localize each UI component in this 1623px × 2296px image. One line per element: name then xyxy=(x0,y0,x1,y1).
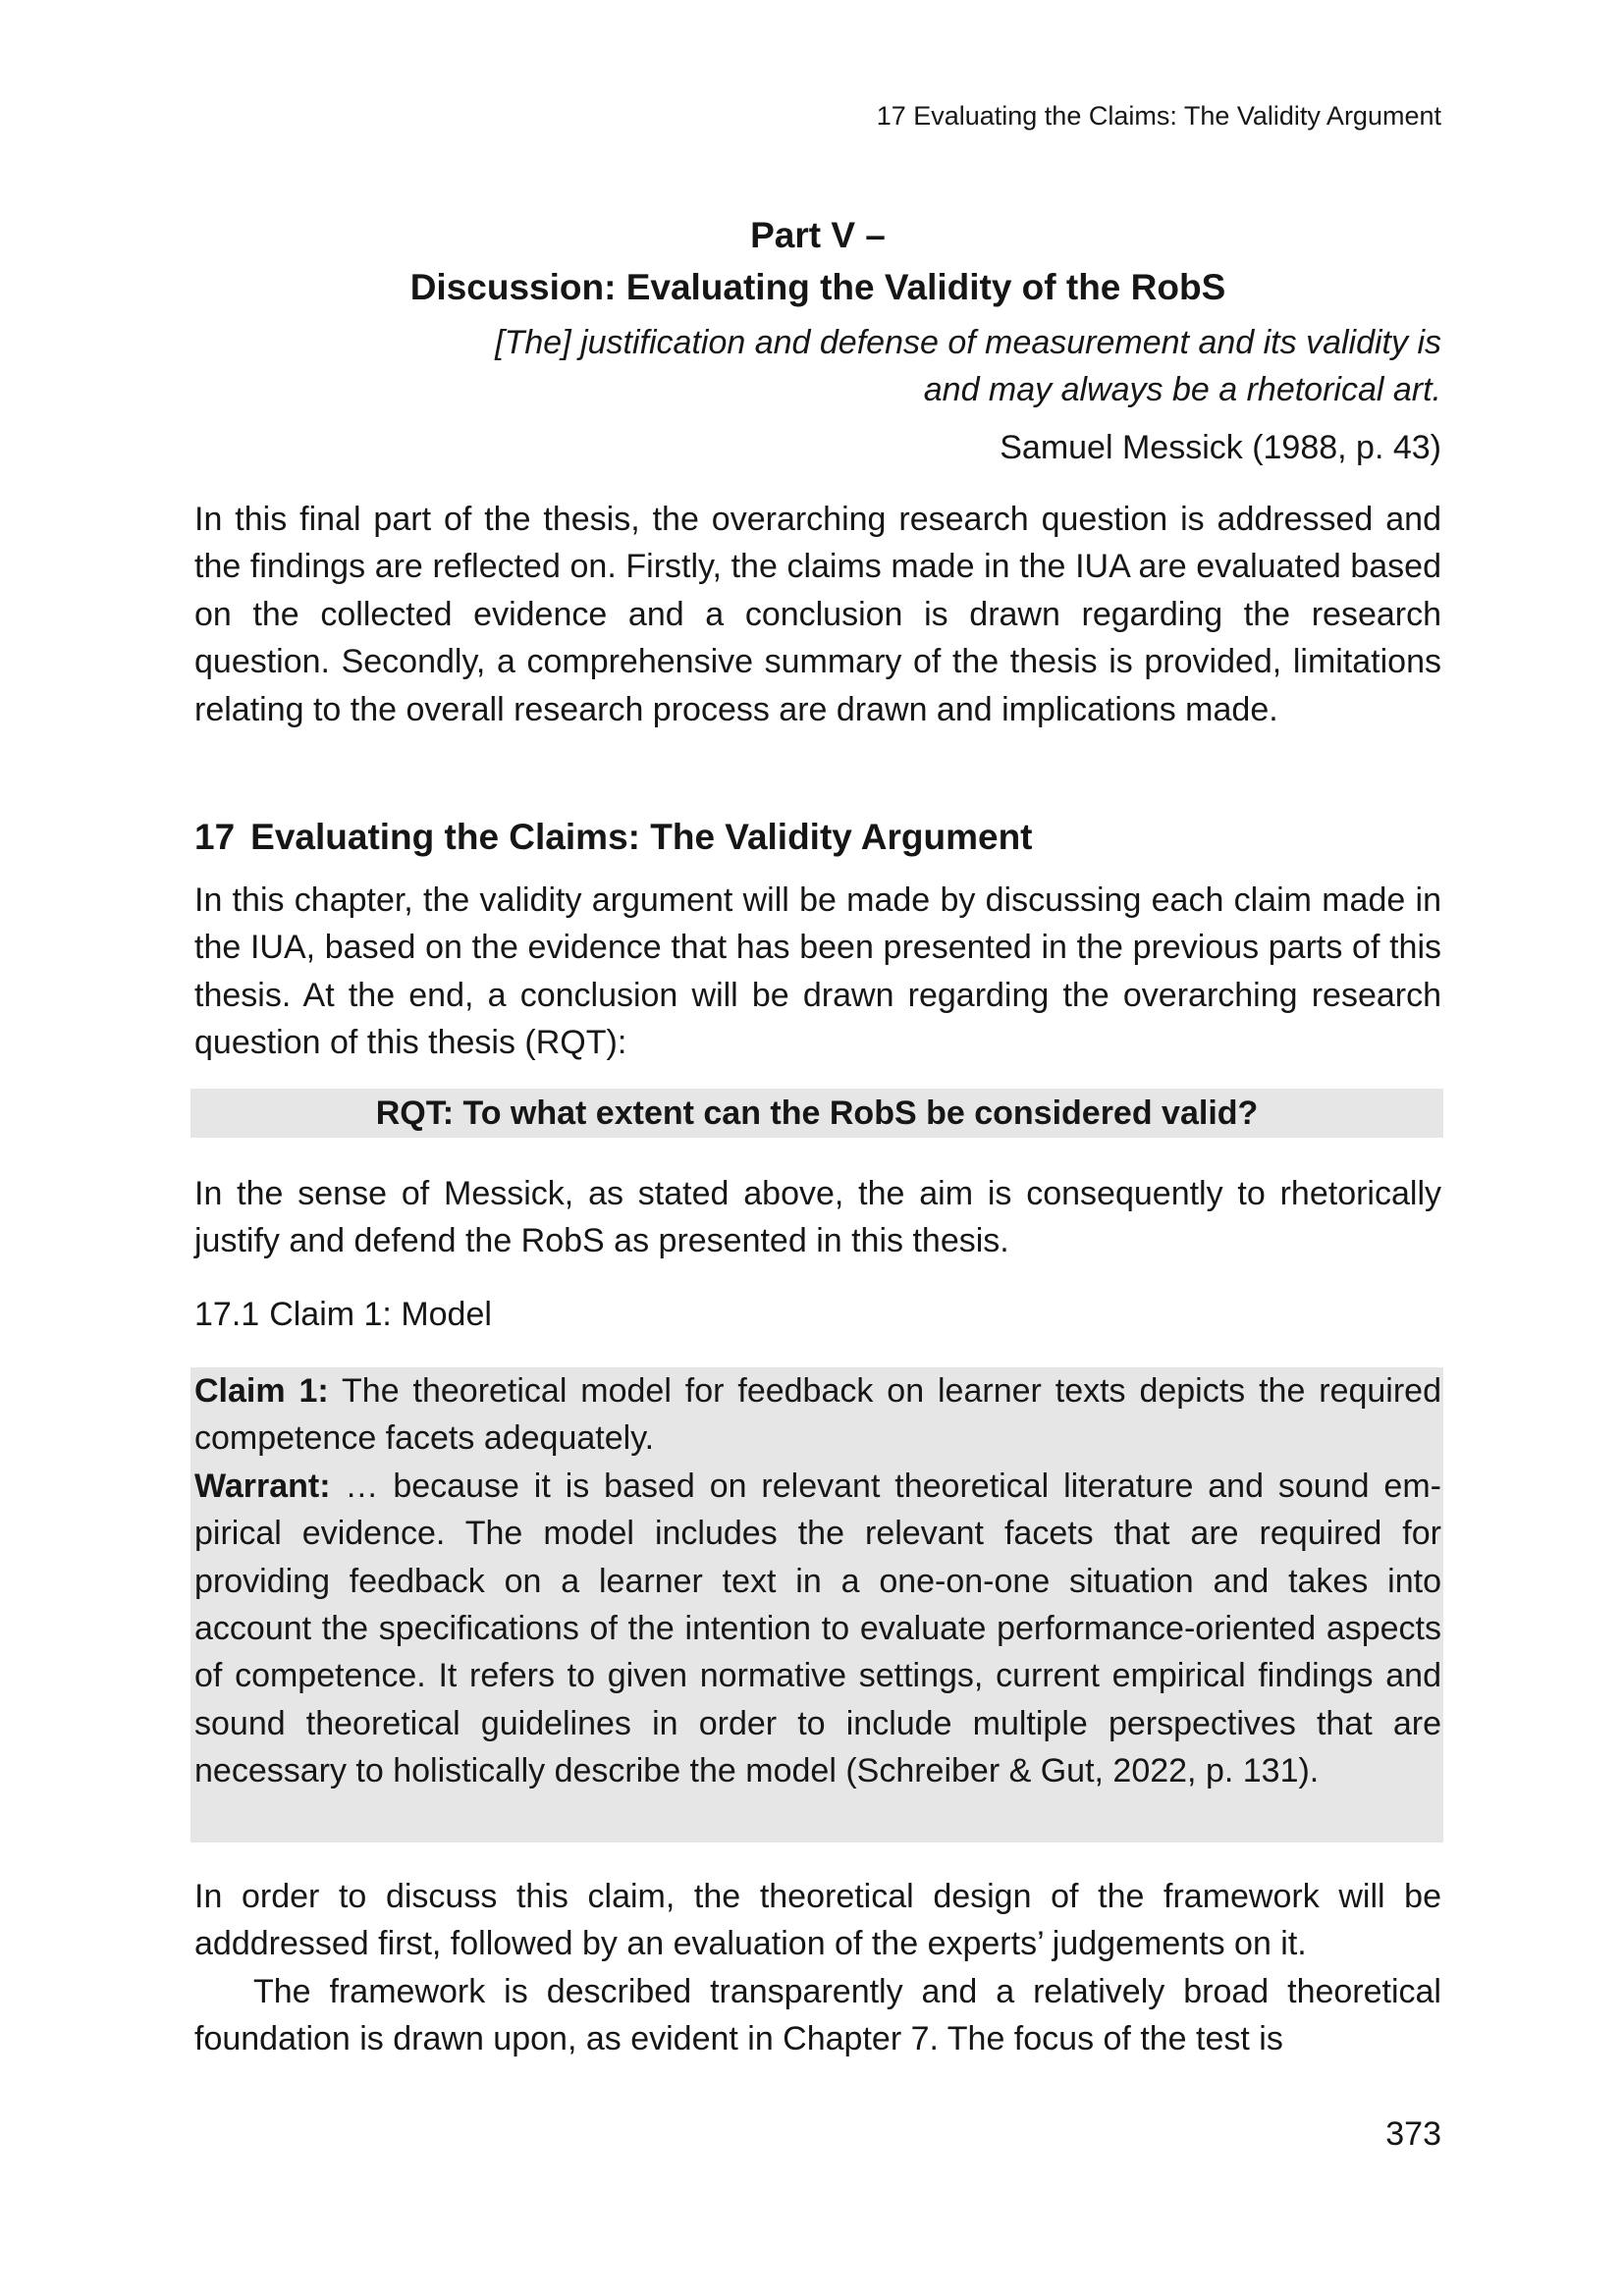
section-number: 17.1 xyxy=(194,1296,260,1333)
chapter-title: Evaluating the Claims: The Validity Argument xyxy=(250,817,1033,857)
claim-statement xyxy=(194,1367,1441,1463)
epigraph-source: Samuel Messick (1988, p. 43) xyxy=(1000,429,1441,466)
claim-text: The theoretical model for feedback on learner texts depicts the required competence facets adequately. xyxy=(194,1372,1442,1458)
chapter-number: 17 xyxy=(194,817,236,857)
chapter-heading xyxy=(194,814,1033,861)
section-title: Claim 1: Model xyxy=(269,1296,492,1333)
epigraph-quote-line1: [The] justification and defense of measurement and its validity is xyxy=(495,324,1441,361)
section-heading xyxy=(194,1291,492,1338)
discussion-paragraph: In order to discuss this claim, the theoretical design of the framework will be adddressed first, followed by an evaluation of the experts’ judgements on it. xyxy=(194,1878,1441,1963)
claim-label: Claim 1: xyxy=(194,1372,329,1410)
claim-box xyxy=(190,1367,1443,1842)
messick-paragraph: In the sense of Messick, as stated above, the aim is consequently to rhetorically justify and defend the RobS as presented in this thesis. xyxy=(194,1175,1441,1260)
warrant-label: Warrant: xyxy=(194,1467,331,1505)
warrant-text: … because it is based on relevant theoretical literature and sound empirical evidence. The model includes the relevant facets that are required for providing feedback on a learner text in a one-on-one situation and takes into account the specifications of the intention to evaluate performance-oriented aspects of competence. It refers to given normative settings, current empirical findings and sound theoretical guidelines in order to include multiple perspectives that are necessary to holistically describe the model (Schreiber & Gut, 2022, p. 131). xyxy=(194,1467,1441,1790)
running-head: 17 Evaluating the Claims: The Validity Argument xyxy=(876,101,1441,131)
warrant-statement xyxy=(194,1463,1441,1795)
part-title-line1: Part V – xyxy=(750,215,886,255)
research-question-box: RQT: To what extent can the RobS be considered valid? xyxy=(190,1089,1443,1138)
part-title-line2: Discussion: Evaluating the Validity of the RobS xyxy=(409,267,1226,307)
epigraph-quote xyxy=(460,319,1441,413)
page-number: 373 xyxy=(1385,2115,1441,2153)
epigraph-quote-line2: and may always be a rhetorical art. xyxy=(923,371,1441,408)
framework-paragraph: The framework is described transparently and a relatively broad theoretical foundation is drawn upon, as evident in Chapter 7. The focus of the test is xyxy=(194,1973,1441,2058)
part-title xyxy=(194,209,1441,313)
chapter-intro-paragraph: In this chapter, the validity argument will be made by discussing each claim made in the IUA, based on the evidence that has been presented in the previous parts of this thesis. At the end, a conclusion will be drawn regarding the overarching research question of this thesis (RQT): xyxy=(194,881,1441,1062)
book-page xyxy=(194,0,1441,2296)
intro-paragraph: In this final part of the thesis, the overarching research question is addressed and the findings are reflected on. Firstly, the claims made in the IUA are evaluated based on the collected evidence and a conclusion is drawn regarding the research question. Secondly, a comprehensive summary of the thesis is provided, limitations relating to the overall research process are drawn and implications made. xyxy=(194,501,1441,728)
